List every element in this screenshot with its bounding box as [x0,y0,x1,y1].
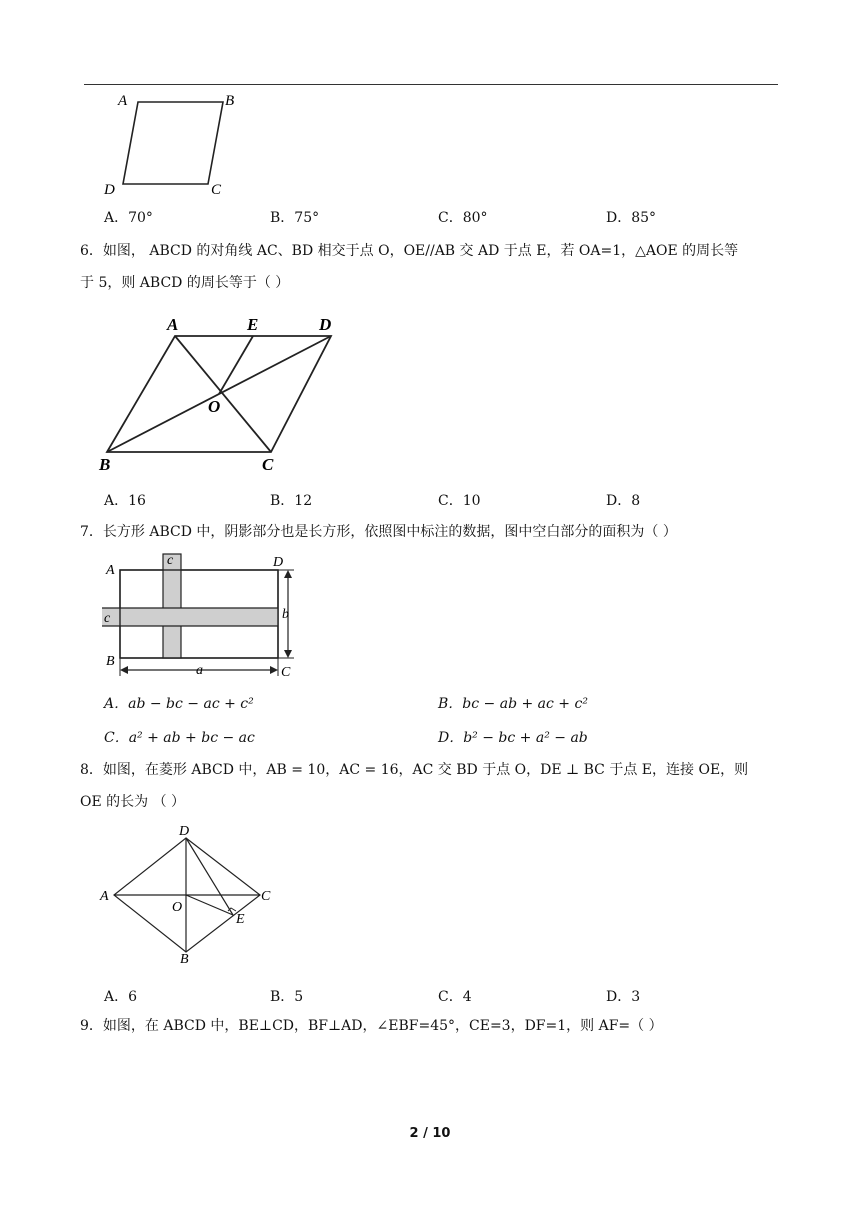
q8-stem-line1: 8．如图，在菱形 ABCD 中，AB = 10，AC = 16，AC 交 BD 于点 O，DE ⊥ BC 于点 E，连接 OE，则 [80,762,749,778]
q8-label-A: A [100,889,109,904]
q7-label-A: A [106,563,115,578]
q8-label-O: O [172,900,183,915]
q5-label-C: C [211,182,222,198]
q7-option-b[interactable]: B．bc − ab + ac + c² [438,696,588,712]
q6-label-E: E [247,315,259,334]
q6-option-b[interactable]: B．12 [270,493,313,509]
q7-option-c[interactable]: C．a² + ab + bc − ac [104,730,255,746]
q7-label-c-left: c [104,611,111,626]
q8-label-D: D [179,824,190,839]
q5-parallelogram-figure [100,88,260,200]
q8-label-E: E [236,912,245,927]
q8-option-a[interactable]: A．6 [104,989,138,1005]
header-rule [84,84,778,85]
q5-label-B: B [225,93,235,109]
q6-option-a[interactable]: A．16 [104,493,146,509]
q7-label-C: C [281,665,291,680]
q6-option-c[interactable]: C．10 [438,493,481,509]
q7-label-c-top: c [167,553,174,568]
q8-option-c[interactable]: C．4 [438,989,472,1005]
page-number: 2 / 10 [409,1126,451,1141]
q7-label-D: D [273,555,284,570]
q9-stem-line1: 9．如图，在 ABCD 中，BE⊥CD，BF⊥AD，∠EBF=45°，CE=3，DF=1，则 AF=（ ） [80,1018,663,1034]
q8-option-b[interactable]: B．5 [270,989,304,1005]
q6-label-D: D [319,315,332,334]
q8-label-B: B [180,952,189,967]
q5-label-A: A [118,93,128,109]
q7-rectangle-figure [98,550,308,680]
q6-label-A: A [167,315,179,334]
q5-label-D: D [104,182,115,198]
q7-option-a[interactable]: A．ab − bc − ac + c² [104,696,254,712]
q5-option-b[interactable]: B．75° [270,210,320,226]
q7-stem-line1: 7．长方形 ABCD 中，阴影部分也是长方形，依照图中标注的数据，图中空白部分的面积为（ ） [80,524,677,540]
q6-stem-line1: 6．如图， ABCD 的对角线 AC、BD 相交于点 O，OE//AB 交 AD 于点 E，若 OA=1，△AOE 的周长等 [80,243,739,259]
q6-stem-line2: 于 5，则 ABCD 的周长等于（ ） [80,275,290,291]
q6-label-B: B [99,455,111,474]
q5-option-d[interactable]: D．85° [606,210,657,226]
q6-label-C: C [262,455,274,474]
q8-stem-line2: OE 的长为 （ ） [80,794,186,810]
q5-option-a[interactable]: A．70° [104,210,153,226]
q6-label-O: O [208,397,221,416]
q7-option-d[interactable]: D．b² − bc + a² − ab [438,730,588,746]
q7-label-a: a [196,663,203,678]
q7-label-B: B [106,654,115,669]
q6-parallelogram-figure [95,310,355,475]
q8-rhombus-figure [95,822,285,967]
q7-label-b: b [282,607,289,622]
q6-option-d[interactable]: D．8 [606,493,641,509]
q8-label-C: C [261,889,271,904]
q8-option-d[interactable]: D．3 [606,989,641,1005]
q5-option-c[interactable]: C．80° [438,210,488,226]
